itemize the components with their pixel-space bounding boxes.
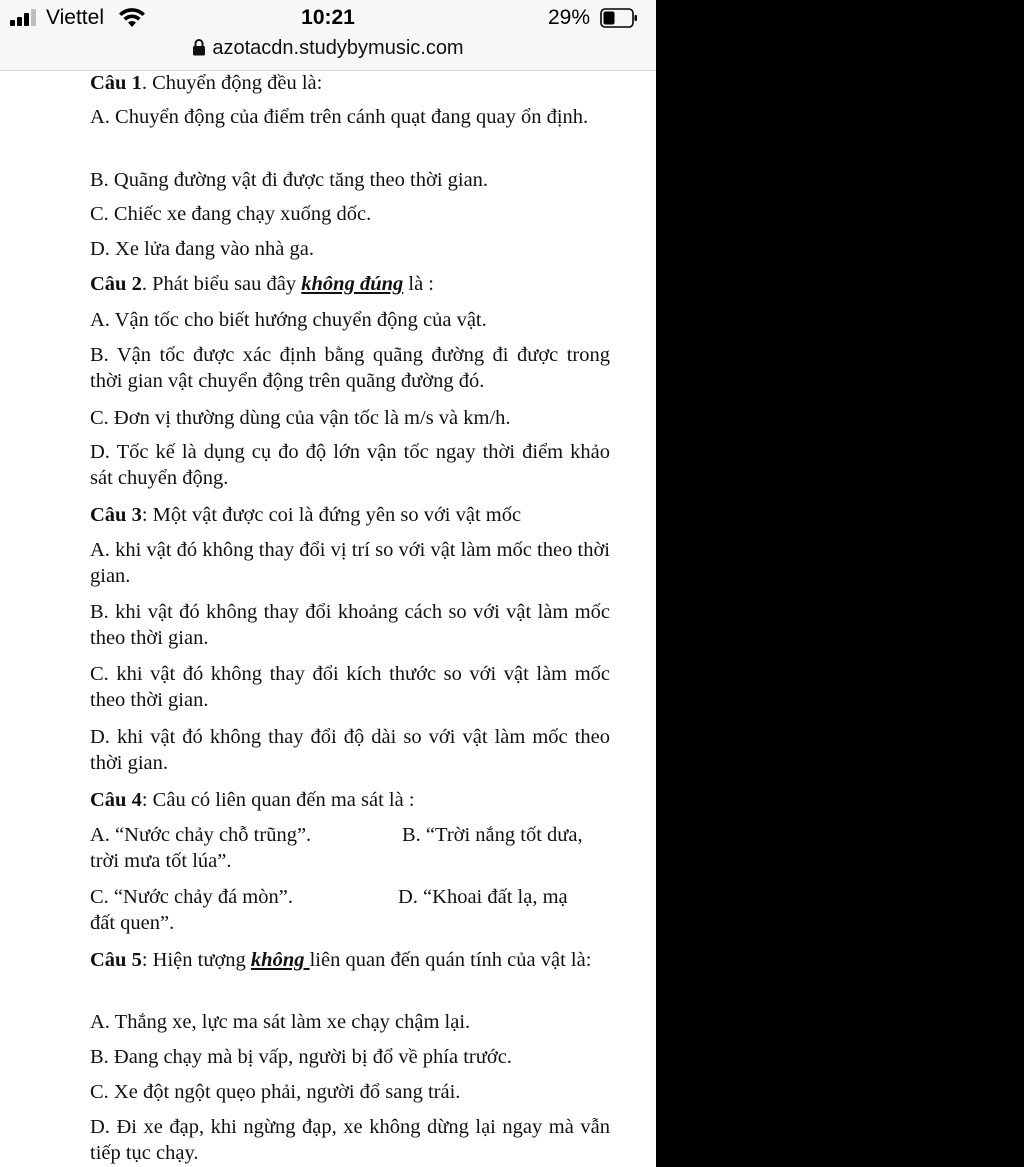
question-4-option-b-cont: trời mưa tốt lúa”. [90, 850, 232, 872]
question-3-option-b: B. khi vật đó không thay đổi khoảng cách so với vật làm mốc theo thời gian. [90, 601, 610, 649]
lock-icon [192, 38, 206, 56]
address-bar[interactable] [0, 35, 656, 63]
question-4-option-b: B. “Trời nắng tốt dưa, [402, 824, 583, 846]
question-1-option-d: D. Xe lửa đang vào nhà ga. [90, 238, 315, 260]
status-bar [0, 0, 656, 34]
question-4-option-d-cont: đất quen”. [90, 912, 175, 934]
question-4-options-row-2 [90, 884, 610, 936]
carrier-name: Viettel [46, 6, 104, 29]
question-3-option-c: C. khi vật đó không thay đổi kích thước so với vật làm mốc theo thời gian. [90, 663, 610, 711]
question-5-option-c: C. Xe đột ngột quẹo phải, người đổ sang trái. [90, 1081, 461, 1103]
question-1-stem: Câu 1. Chuyển động đều là: [90, 72, 323, 94]
question-5-stem: Câu 5: Hiện tượng không liên quan đến quán tính của vật là: [90, 949, 592, 971]
question-2-stem: Câu 2. Phát biểu sau đây không đúng là : [90, 273, 434, 295]
question-1-option-a: A. Chuyển động của điểm trên cánh quạt đang quay ổn định. [90, 106, 589, 128]
question-3-option-a: A. khi vật đó không thay đổi vị trí so với vật làm mốc theo thời gian. [90, 539, 610, 587]
page-url: azotacdn.studybymusic.com [212, 37, 464, 59]
question-4-stem: Câu 4: Câu có liên quan đến ma sát là : [90, 789, 415, 811]
question-5-option-d: D. Đi xe đạp, khi ngừng đạp, xe không dừng lại ngay mà vẫn tiếp tục chạy. [90, 1116, 610, 1164]
question-4-option-c: C. “Nước chảy đá mòn”. [90, 886, 293, 908]
question-5-option-b: B. Đang chạy mà bị vấp, người bị đổ về phía trước. [90, 1046, 512, 1068]
question-2-option-a: A. Vận tốc cho biết hướng chuyển động của vật. [90, 309, 487, 331]
question-2-option-d: D. Tốc kế là dụng cụ đo độ lớn vận tốc ngay thời điểm khảo sát chuyển động. [90, 441, 610, 489]
browser-top-bar [0, 0, 656, 71]
question-2-option-c: C. Đơn vị thường dùng của vận tốc là m/s và km/h. [90, 407, 511, 429]
question-4-option-d: D. “Khoai đất lạ, mạ [398, 886, 568, 908]
question-3-stem: Câu 3: Một vật được coi là đứng yên so với vật mốc [90, 504, 522, 526]
battery-icon [600, 8, 638, 28]
question-5-option-a: A. Thắng xe, lực ma sát làm xe chạy chậm lại. [90, 1011, 471, 1033]
question-4-option-a: A. “Nước chảy chỗ trũng”. [90, 824, 312, 846]
battery-percent: 29% [548, 6, 591, 29]
question-4-options-row-1 [90, 822, 610, 874]
question-2-option-b: B. Vận tốc được xác định bằng quãng đường đi được trong thời gian vật chuyển động trên quãng đường đó. [90, 344, 610, 392]
question-1-option-b: B. Quãng đường vật đi được tăng theo thời gian. [90, 169, 489, 191]
question-1-option-c: C. Chiếc xe đang chạy xuống dốc. [90, 203, 372, 225]
question-3-option-d: D. khi vật đó không thay đổi độ dài so với vật làm mốc theo thời gian. [90, 726, 610, 774]
status-time: 10:21 [301, 6, 355, 29]
